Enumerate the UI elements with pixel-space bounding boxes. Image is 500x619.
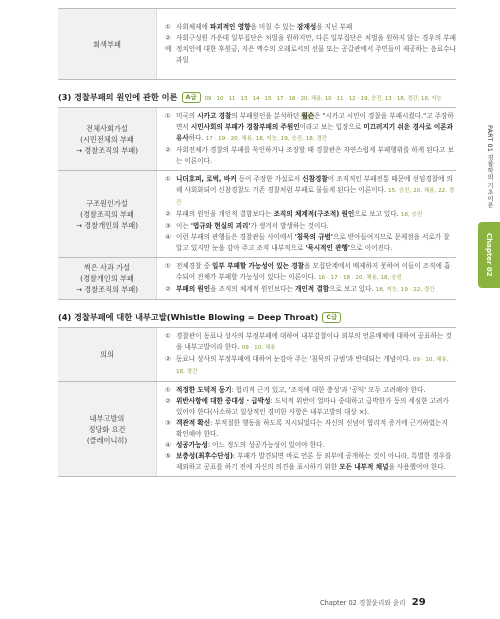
key-term: 조직의 체계적(구조적) 원인: [273, 210, 355, 218]
gray-corruption-table: [58, 8, 456, 80]
corruption-theory-table: [58, 107, 456, 300]
item-text: 하다.: [188, 134, 206, 142]
row-label-line: (클레이니히): [86, 435, 128, 445]
row-label-line: 전체사회가설: [86, 123, 128, 133]
row-content: [157, 328, 457, 382]
whistleblowing-table: [58, 327, 456, 477]
item-text: 경찰관이 동료나 상사의 부정부패에 대하여 내부감찰이나 외부의 언론매체에 대하여 공표하는 것을 내부고발이라 한다.: [176, 332, 452, 351]
row-label-line: → 경찰개인의 부패): [76, 220, 138, 230]
list-item: [165, 451, 456, 473]
row-content: [157, 382, 457, 477]
item-number: ①: [165, 23, 171, 31]
item-text: : 부적절한 행동을 하도록 지시되었다는 자신의 신념이 합리적 증거에 근거하였는지 확인해야 한다.: [176, 419, 448, 438]
item-number: ①: [165, 175, 171, 183]
exam-references: 17 · 19 · 20, 채용, 18, 지능, 19, 승진, 18, 경간: [205, 136, 328, 142]
row-label-line: (경찰개인의 부패: [80, 274, 134, 283]
exam-references: 09 · 10 · 11 · 13 · 14 · 15 · 17 · 18 · 20, 채용, 10 · 11 · 12 · 19, 승진, 13 · 18, 경간, 18, 지능: [204, 95, 442, 102]
row-content: [157, 9, 457, 80]
footer-chapter: Chapter 02 경찰윤리와 윤리: [320, 599, 406, 607]
section-3-heading: [58, 92, 456, 103]
item-text: 이런 부패의 관행들은 경찰관들 사이에서: [176, 233, 295, 241]
key-term: 보충성(최후수단성): [176, 452, 233, 460]
key-term: '묵시적인 관행': [305, 244, 350, 252]
item-text: : 어느 정도의 성공가능성이 있어야 한다.: [207, 441, 325, 449]
item-number: ②: [165, 355, 171, 363]
table-row: [58, 382, 456, 477]
exam-references: 09 · 10, 채용: [241, 345, 276, 351]
item-text: 의 부패원인을 분석하던: [231, 112, 302, 120]
list-item: [165, 284, 456, 296]
page-number: 29: [411, 597, 426, 608]
item-text: 사회전체가 경찰의 부패를 묵인하거나 조장할 때 경찰관은 자연스럽게 부패행위를 하게 된다고 보는 이론이다.: [176, 146, 454, 165]
chapter-tab: Chapter 02: [478, 222, 500, 288]
key-term: 위반사항에 대한 중대성 · 급박성: [176, 397, 271, 405]
item-text: 사회체제에: [176, 23, 210, 31]
page-content: [58, 8, 456, 477]
item-text: 을 모집단계에서 배제하지 못하여 이들이 조직에 흡수되어 전체가 부패할 가능성이 있다는 이론이다.: [176, 262, 451, 281]
row-label: [58, 258, 157, 300]
list-item: [165, 385, 456, 396]
row-content: [157, 108, 457, 171]
item-text: 으로 보고 있다.: [329, 285, 376, 293]
key-term: 부패의 원인: [176, 285, 211, 293]
exam-references: 18, 지능, 19 · 22, 경간: [375, 287, 435, 293]
key-term: 객관적 확신: [176, 419, 211, 427]
item-number: ②: [165, 397, 171, 405]
table-row: [58, 258, 456, 300]
list-item: [165, 44, 456, 66]
row-label-line: 썩은 사과 가설: [83, 263, 131, 272]
key-term: '법규와 현실의 괴리': [190, 222, 251, 230]
list-item: [165, 221, 456, 232]
key-term: 니더호퍼, 로벅, 바커: [176, 175, 237, 183]
exam-references: 15, 승진, 20, 채용, 22, 경간: [176, 188, 455, 206]
list-item: [165, 396, 456, 418]
item-number: ②: [165, 210, 171, 218]
row-label-line: 정당화 요건: [88, 424, 126, 434]
list-item: [165, 209, 456, 221]
key-term: 적정한 도덕적 동기: [176, 386, 232, 394]
section-4-title: (4) 경찰부패에 대한 내부고발(Whistle Blowing = Deep Throat): [58, 312, 319, 322]
item-text: 이는: [176, 222, 191, 230]
row-label: [58, 328, 157, 382]
exam-references: 16 · 17 · 18 · 20, 채용, 18, 승진: [318, 275, 402, 281]
list-item: [165, 418, 456, 440]
key-term: 시민사회의 부패가 경찰부패의 주원인: [190, 123, 300, 131]
item-text: 은 "시카고 시민이 경찰을 부패시켰다."고 주장하면서: [176, 112, 454, 131]
item-text: 으로 보고 있다.: [354, 210, 401, 218]
key-term: '침묵의 규범': [294, 233, 333, 241]
row-label: [58, 9, 157, 80]
item-number: ①: [165, 332, 171, 340]
item-text: 등이 주장한 가설로서: [236, 175, 303, 183]
row-label-line: (시민전체의 부패: [80, 134, 134, 144]
item-text: 미국의: [176, 112, 198, 120]
highlighted-term: 윌슨: [301, 112, 315, 120]
section-3-title: (3) 경찰부패의 원인에 관한 이론: [58, 92, 178, 102]
table-row: [58, 328, 456, 382]
item-text: 가 생겨서 발생하는 것이다.: [250, 222, 329, 230]
item-number: 예: [165, 45, 172, 53]
page-footer: [320, 597, 426, 608]
item-number: ⑤: [165, 452, 171, 460]
item-text: 사회구성원 가운데 일부집단은 처벌을 원하지만, 다른 일부집단은 처벌을 원하지 않는 경우의 부패: [176, 34, 456, 42]
item-text: : 도덕적 위반이 얼마나 중대하고 급박한가 등의 세심한 고려가 있어야 한다(사소하고 일상적인 경미한 사항은 내부고발의 대상 ×).: [176, 397, 449, 416]
item-text: : 합리적 근거 있고, '조직에 대한 충성'과 '공익' 모두 고려해야 한다.: [231, 386, 426, 394]
list-item: [165, 331, 456, 354]
item-text: 전체경찰 중: [176, 262, 213, 270]
item-text: 동료나 상사의 부정부패에 대하여 눈감아 주는 '침묵의 규범'과 반대되는 개념이다.: [176, 355, 413, 363]
list-item: [165, 111, 456, 145]
section-4-heading: [58, 312, 456, 323]
item-number: ②: [165, 285, 171, 293]
key-term: 시카고 경찰: [197, 112, 232, 120]
item-number: ④: [165, 441, 171, 449]
list-item: [165, 145, 456, 167]
item-text: : 부패가 발견되면 바로 언론 등 외부에 공개하는 것이 아니라, 특별한 경우를 제외하고 공표를 하기 전에 자신의 의견을 표시하기 위한: [176, 452, 452, 471]
table-row: [58, 9, 456, 80]
row-content: [157, 258, 457, 300]
key-term: 성공가능성: [176, 441, 208, 449]
row-label: [58, 171, 157, 258]
list-item: [165, 22, 456, 33]
item-number: ②: [165, 146, 171, 154]
exam-references: 09 · 10, 채용, 18, 경간: [176, 357, 449, 375]
key-term: 모든 내부적 채널: [339, 463, 389, 471]
row-label-line: → 경찰조직의 부패): [76, 285, 138, 294]
key-term: 미끄러지기 쉬운 경사로 이론과 유사: [176, 123, 453, 142]
row-label-line: 내부고발의: [89, 413, 125, 423]
exam-references: 18, 승진: [400, 212, 423, 218]
list-item: [165, 261, 456, 284]
row-label-line: → 경찰조직의 부패): [76, 145, 138, 155]
item-number: ②: [165, 34, 171, 42]
item-number: ①: [165, 112, 171, 120]
key-term: 일부 부패할 가능성이 있는 경찰: [212, 262, 305, 270]
item-number: ①: [165, 262, 171, 270]
row-label: [58, 382, 157, 477]
item-number: ③: [165, 419, 171, 427]
item-text: 부패의 원인을 개인적 결함보다는: [176, 210, 274, 218]
item-text: 을 미칠 수 있는: [250, 23, 298, 31]
list-item: [165, 354, 456, 378]
part-title: PART 01 경찰학의 기초이론: [486, 125, 493, 209]
item-text: 을 조직의 체계적 원인보다는: [210, 285, 295, 293]
row-label-line: 구조원인가설: [86, 198, 128, 208]
key-term: 잠재성: [297, 23, 317, 31]
list-item: [165, 33, 456, 44]
key-term: 개인적 결함: [294, 285, 330, 293]
row-label-line: 의의: [100, 350, 114, 359]
row-label: [58, 108, 157, 171]
item-text: 정치인에 대한 후원금, 지은 액수의 오래로서의 선물 또는 공갈관에서 주민들이 제공하는 음료수나 과일: [176, 45, 456, 64]
item-text: 이라고 보는 입장으로: [299, 123, 364, 131]
item-text: 으로 이어진다.: [349, 244, 393, 252]
importance-badge: C급: [322, 312, 341, 323]
list-item: [165, 440, 456, 451]
item-number: ③: [165, 222, 171, 230]
importance-badge: A급: [182, 92, 201, 103]
item-text: 이 조직적인 부패전통 때문에 선임경찰에 의해 사회화되어 신참경찰도 기존 경찰처럼 부패로 물들게 된다는 이론이다.: [176, 175, 453, 194]
list-item: [165, 232, 456, 254]
table-row: [58, 171, 456, 258]
list-item: [165, 174, 456, 209]
item-number: ①: [165, 386, 171, 394]
item-number: ④: [165, 233, 171, 241]
table-row: [58, 108, 456, 171]
key-term: 신참경찰: [302, 175, 328, 183]
item-text: 을 사용했어야 한다.: [388, 463, 446, 471]
row-content: [157, 171, 457, 258]
row-label-line: (경찰조직의 부패: [80, 209, 134, 219]
key-term: 파괴적인 영향: [209, 23, 251, 31]
item-text: 으로 받아들여지므로 문제점을 서로가 잘 알고 있지만 눈을 감아 주고 조직 내부적으로: [176, 233, 450, 252]
row-label-line: 회색부패: [93, 39, 121, 49]
item-text: 을 지닌 부패: [316, 23, 353, 31]
